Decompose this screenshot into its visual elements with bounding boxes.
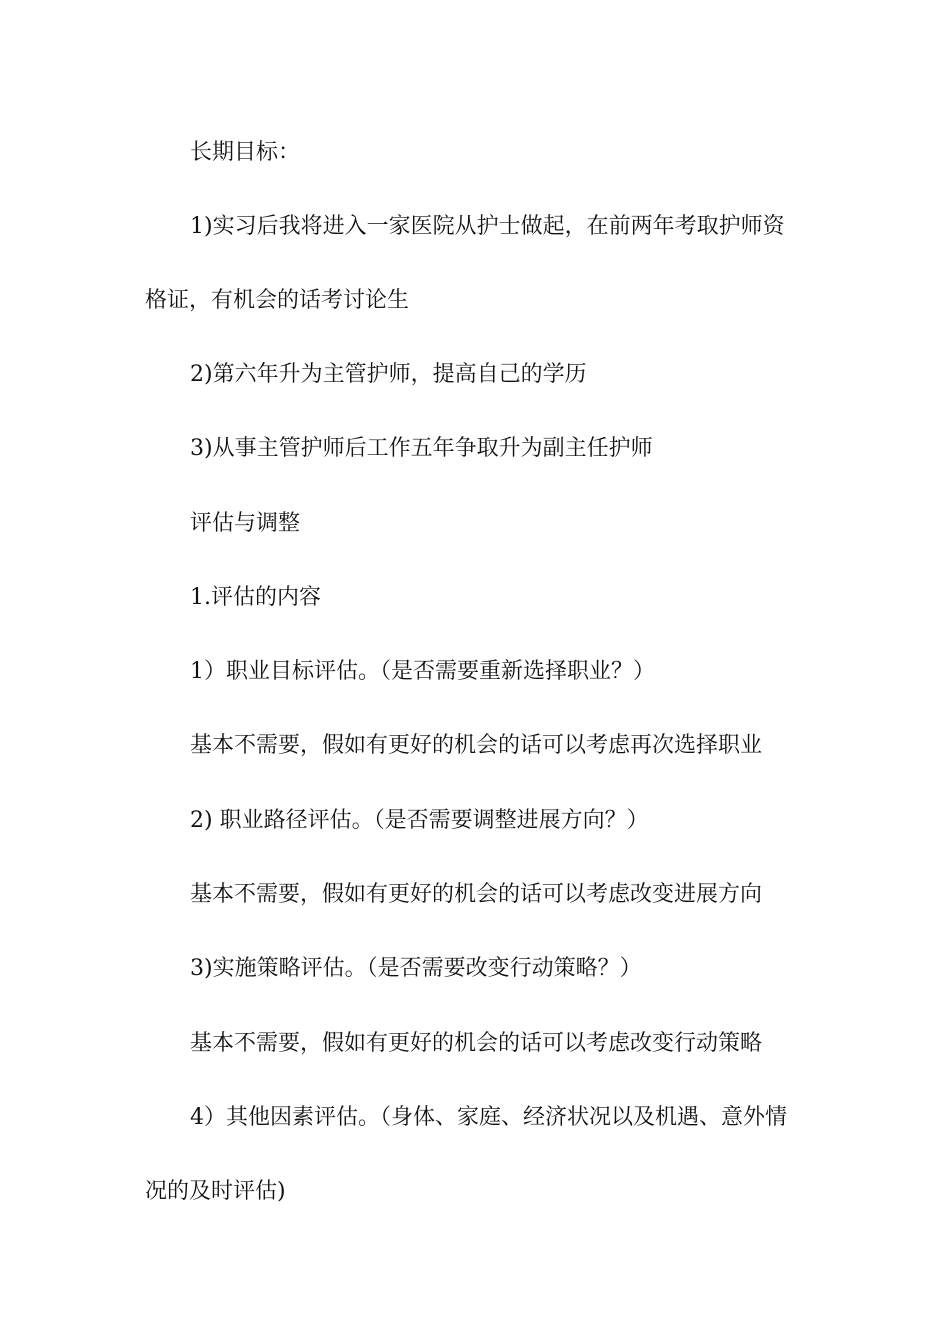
paragraph-line: 基本不需要，假如有更好的机会的话可以考虑改变进展方向 <box>190 882 763 907</box>
paragraph-line: 2) 职业路径评估。（是否需要调整进展方向？） <box>190 808 649 833</box>
paragraph-line: 3)实施策略评估。（是否需要改变行动策略？） <box>190 956 642 981</box>
paragraph-line: 1)实习后我将进入一家医院从护士做起，在前两年考取护师资 <box>190 214 785 239</box>
paragraph-line: 3)从事主管护师后工作五年争取升为副主任护师 <box>190 436 653 461</box>
paragraph-line: 1）职业目标评估。（是否需要重新选择职业？） <box>190 659 655 684</box>
paragraph-line: 基本不需要，假如有更好的机会的话可以考虑改变行动策略 <box>190 1031 763 1056</box>
heading-long-term-goals: 长期目标： <box>190 140 301 165</box>
subheading-evaluation-content: 1.评估的内容 <box>190 585 321 610</box>
paragraph-line: 基本不需要，假如有更好的机会的话可以考虑再次选择职业 <box>190 733 763 758</box>
paragraph-line: 4）其他因素评估。（身体、家庭、经济状况以及机遇、意外情 <box>190 1105 787 1130</box>
paragraph-line: 2)第六年升为主管护师，提高自己的学历 <box>190 362 587 387</box>
paragraph-line: 况的及时评估) <box>145 1179 286 1204</box>
heading-evaluation-adjustment: 评估与调整 <box>190 511 301 536</box>
paragraph-line: 格证，有机会的话考讨论生 <box>145 288 410 313</box>
